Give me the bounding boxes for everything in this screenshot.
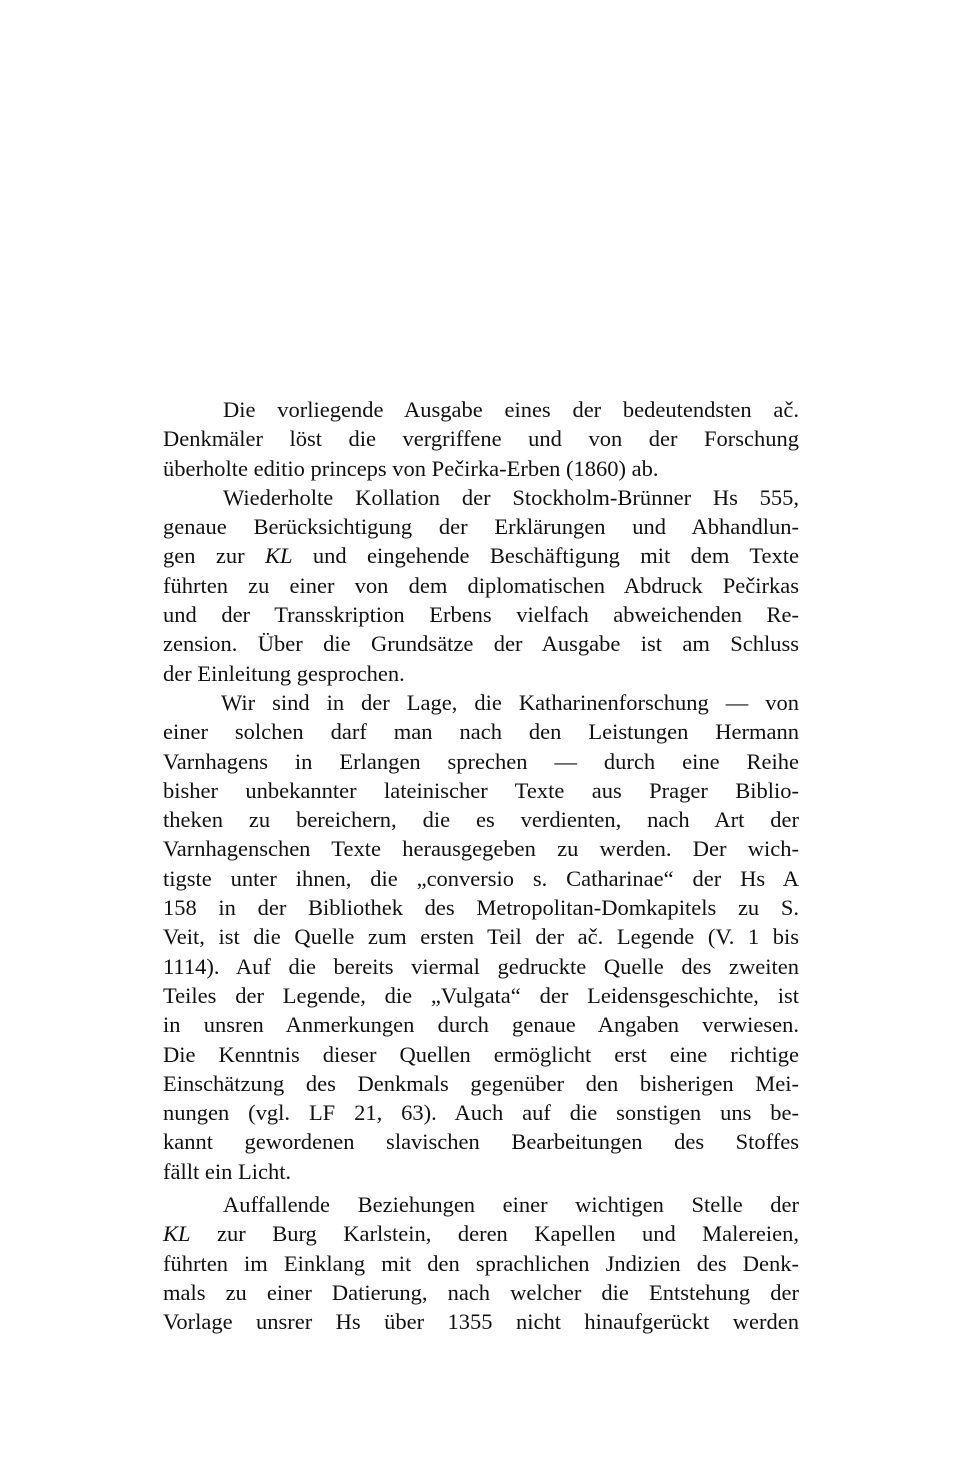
text-line: Teiles der Legende, die „Vulgata“ der Leidensgeschichte, ist	[163, 982, 799, 1008]
text-line: bisher unbekannter lateinischer Texte aus Prager Biblio-	[163, 777, 799, 803]
text-line: tigste unter ihnen, die „conversio s. Catharinae“ der Hs A	[163, 865, 799, 891]
text-line: Varnhagens in Erlangen sprechen — durch eine Reihe	[163, 748, 799, 774]
text-line: genaue Berücksichtigung der Erklärungen und Abhandlun-	[163, 514, 799, 540]
text-line	[163, 541, 799, 570]
text-line: nungen (vgl. LF 21, 63). Auch auf die sonstigen uns be-	[163, 1100, 799, 1126]
text-line: und der Transskription Erbens vielfach abweichenden Re-	[163, 602, 799, 628]
paragraph-3	[163, 688, 799, 1186]
abbreviation-kl: KL	[265, 543, 293, 569]
text-line: führten im Einklang mit den sprachlichen Jndizien des Denk-	[163, 1250, 799, 1276]
text-line: zension. Über die Grundsätze der Ausgabe ist am Schluss	[163, 631, 799, 657]
text-line: einer solchen darf man nach den Leistungen Hermann	[163, 719, 799, 745]
paragraph-2	[163, 483, 799, 688]
page-body	[163, 395, 799, 1337]
text-line: kannt gewordenen slavischen Bearbeitungen des Stoffes	[163, 1129, 799, 1155]
text-segment: zur Burg Karlstein, deren Kapellen und Malereien,	[190, 1221, 799, 1247]
text-line: überholte editio princeps von Pečirka-Erben (1860) ab.	[163, 455, 659, 481]
text-line: der Einleitung gesprochen.	[163, 660, 405, 686]
text-line	[163, 1219, 799, 1248]
text-line: 158 in der Bibliothek des Metropolitan-Domkapitels zu S.	[163, 895, 799, 921]
text-line: Einschätzung des Denkmals gegenüber den bisherigen Mei-	[163, 1070, 799, 1096]
text-line: Vorlage unsrer Hs über 1355 nicht hinaufgerückt werden	[163, 1309, 799, 1335]
text-line: Veit, ist die Quelle zum ersten Teil der ač. Legende (V. 1 bis	[163, 924, 799, 950]
paragraph-1	[163, 395, 799, 483]
text-line: Varnhagenschen Texte herausgegeben zu werden. Der wich-	[163, 836, 799, 862]
text-line: mals zu einer Datierung, nach welcher die Entstehung der	[163, 1279, 799, 1305]
text-line: Wiederholte Kollation der Stockholm-Brünner Hs 555,	[223, 484, 799, 510]
text-line: Wir sind in der Lage, die Katharinenforschung — von	[221, 689, 799, 715]
paragraph-4	[163, 1190, 799, 1336]
abbreviation-kl: KL	[163, 1221, 191, 1247]
text-segment: und eingehende Beschäftigung mit dem Texte	[292, 543, 799, 569]
text-line: 1114). Auf die bereits viermal gedruckte Quelle des zweiten	[163, 953, 799, 979]
text-segment: gen zur	[163, 543, 265, 569]
text-line: fällt ein Licht.	[163, 1158, 292, 1184]
text-line: Auffallende Beziehungen einer wichtigen Stelle der	[223, 1192, 799, 1218]
text-line: Denkmäler löst die vergriffene und von der Forschung	[163, 426, 799, 452]
text-line: Die vorliegende Ausgabe eines der bedeutendsten ač.	[223, 397, 799, 422]
text-line: theken zu bereichern, die es verdienten, nach Art der	[163, 807, 799, 833]
text-line: führten zu einer von dem diplomatischen Abdruck Pečirkas	[163, 572, 799, 598]
text-line: in unsren Anmerkungen durch genaue Angaben verwiesen.	[163, 1012, 799, 1038]
text-line: Die Kenntnis dieser Quellen ermöglicht erst eine richtige	[163, 1041, 799, 1067]
